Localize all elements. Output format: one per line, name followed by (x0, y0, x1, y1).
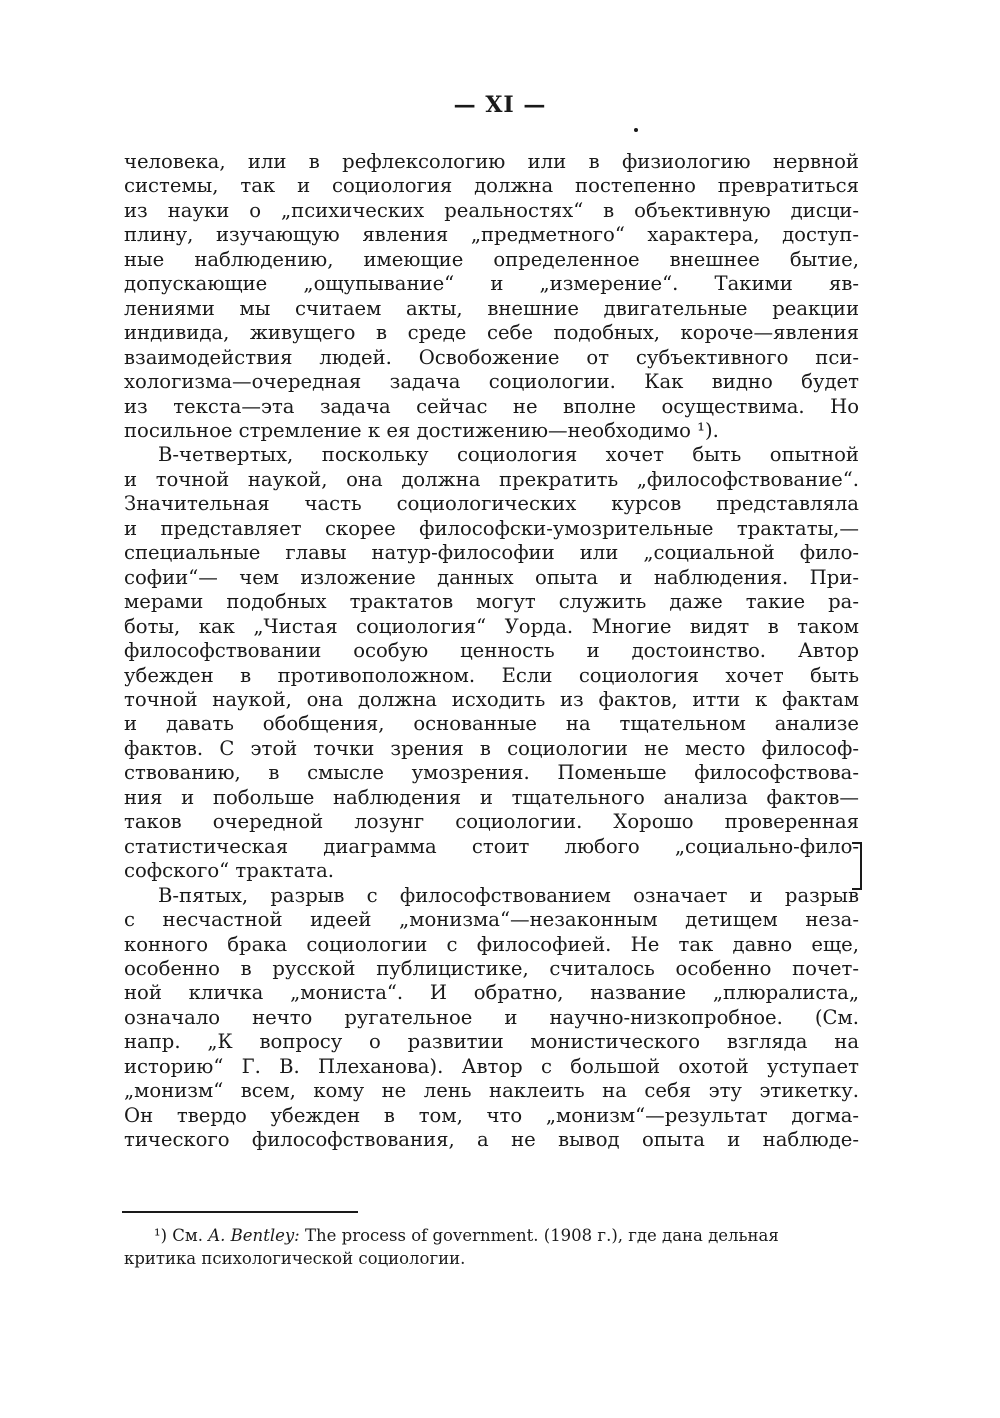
text-line: системы, так и социология должна постепенно превратиться (124, 174, 859, 198)
text-line: специальные главы натур-философии или „социальной фило- (124, 541, 859, 565)
text-line: софского“ трактата. (124, 859, 335, 883)
text-line: особенно в русской публицистике, считалось особенно почет- (124, 956, 859, 980)
text-line: боты, как „Чистая социология“ Уорда. Многие видят в таком (124, 614, 859, 638)
text-line: ные наблюдению, имеющие определенное внешнее бытие, (124, 247, 859, 271)
paragraph-1 (124, 150, 859, 443)
footnote-line (124, 1224, 859, 1247)
text-line: ния и побольше наблюдения и тщательного анализа фактов— (124, 785, 859, 809)
paragraph-2 (124, 443, 859, 883)
footnote-line: критика психологической социологии. (124, 1249, 466, 1268)
text-line: Значительная часть социологических курсов представляла (124, 492, 859, 516)
text-line: историю“ Г. В. Плеханова). Автор с большой охотой уступает (124, 1054, 859, 1078)
text-line: ной кличка „мониста“. И обратно, название „плюралиста„ (124, 981, 859, 1005)
text-line: посильное стремление к ея достижению—необходимо ¹). (124, 418, 719, 442)
paragraph-3 (124, 884, 859, 1153)
text-line: из текста—эта задача сейчас не вполне осуществима. Но (124, 394, 859, 418)
text-line: лениями мы считаем акты, внешние двигательные реакции (124, 296, 859, 320)
text-line: означало нечто ругательное и научно-низкопробное. (См. (124, 1005, 859, 1029)
margin-bracket-mark (852, 842, 862, 890)
text-line: убежден в противоположном. Если социология хочет быть (124, 663, 859, 687)
text-line: с несчастной идеей „монизма“—незаконным детищем неза- (124, 908, 859, 932)
text-line: философствовании особую ценность и достоинство. Автор (124, 639, 859, 663)
text-line: точной наукой, она должна исходить из фактов, итти к фактам (124, 687, 859, 711)
text-line: взаимодействия людей. Освобожение от субъективного пси- (124, 345, 859, 369)
text-line: напр. „К вопросу о развитии монистического взгляда на (124, 1030, 859, 1054)
footnote-author: A. Bentley: (208, 1226, 300, 1245)
text-line: В-четвертых, поскольку социология хочет быть опытной (158, 443, 859, 467)
text-line: статистическая диаграмма стоит любого „социально-фило- (124, 834, 859, 858)
text-line: ствованию, в смысле умозрения. Поменьше философствова- (124, 761, 859, 785)
footnote-marker: ¹) См. (154, 1226, 204, 1245)
text-line: из науки о „психических реальностях“ в объективную дисци- (124, 198, 859, 222)
footnote-text: The process of government. (1908 г.), где дана дельная (305, 1226, 779, 1245)
text-line: Он твердо убежден в том, что „монизм“—результат догма- (124, 1103, 859, 1127)
text-line: тического философствования, а не вывод опыта и наблюде- (124, 1128, 859, 1152)
text-line: и давать обобщения, основанные на тщательном анализе (124, 712, 859, 736)
text-line: плину, изучающую явления „предметного“ характера, доступ- (124, 223, 859, 247)
text-line: допускающие „ощупывание“ и „измерение“. Такими яв- (124, 272, 859, 296)
text-line: таков очередной лозунг социологии. Хорошо проверенная (124, 810, 859, 834)
text-line: мерами подобных трактатов могут служить даже такие ра- (124, 590, 859, 614)
text-line: В-пятых, разрыв с философствованием означает и разрыв (158, 883, 859, 907)
text-line: человека, или в рефлексологию или в физиологию нервной (124, 150, 859, 173)
text-line: софии“— чем изложение данных опыта и наблюдения. При- (124, 565, 859, 589)
page-number: — XI — (453, 92, 547, 118)
footnote-separator (122, 1211, 358, 1213)
text-line: фактов. С этой точки зрения в социологии не место философ- (124, 736, 859, 760)
footnote (124, 1224, 859, 1270)
text-line: конного брака социологии с философией. Не так давно еще, (124, 932, 859, 956)
text-line: индивида, живущего в среде себе подобных, короче—явления (124, 321, 859, 345)
text-line: и представляет скорее философски-умозрительные трактаты,— (124, 516, 859, 540)
text-line: хологизма—очередная задача социологии. Как видно будет (124, 370, 859, 394)
text-line: „монизм“ всем, кому не лень наклеить на себя эту этикетку. (124, 1079, 859, 1103)
body-text (124, 150, 859, 1153)
ink-speck (634, 128, 638, 132)
text-line: и точной наукой, она должна прекратить „философствование“. (124, 467, 859, 491)
